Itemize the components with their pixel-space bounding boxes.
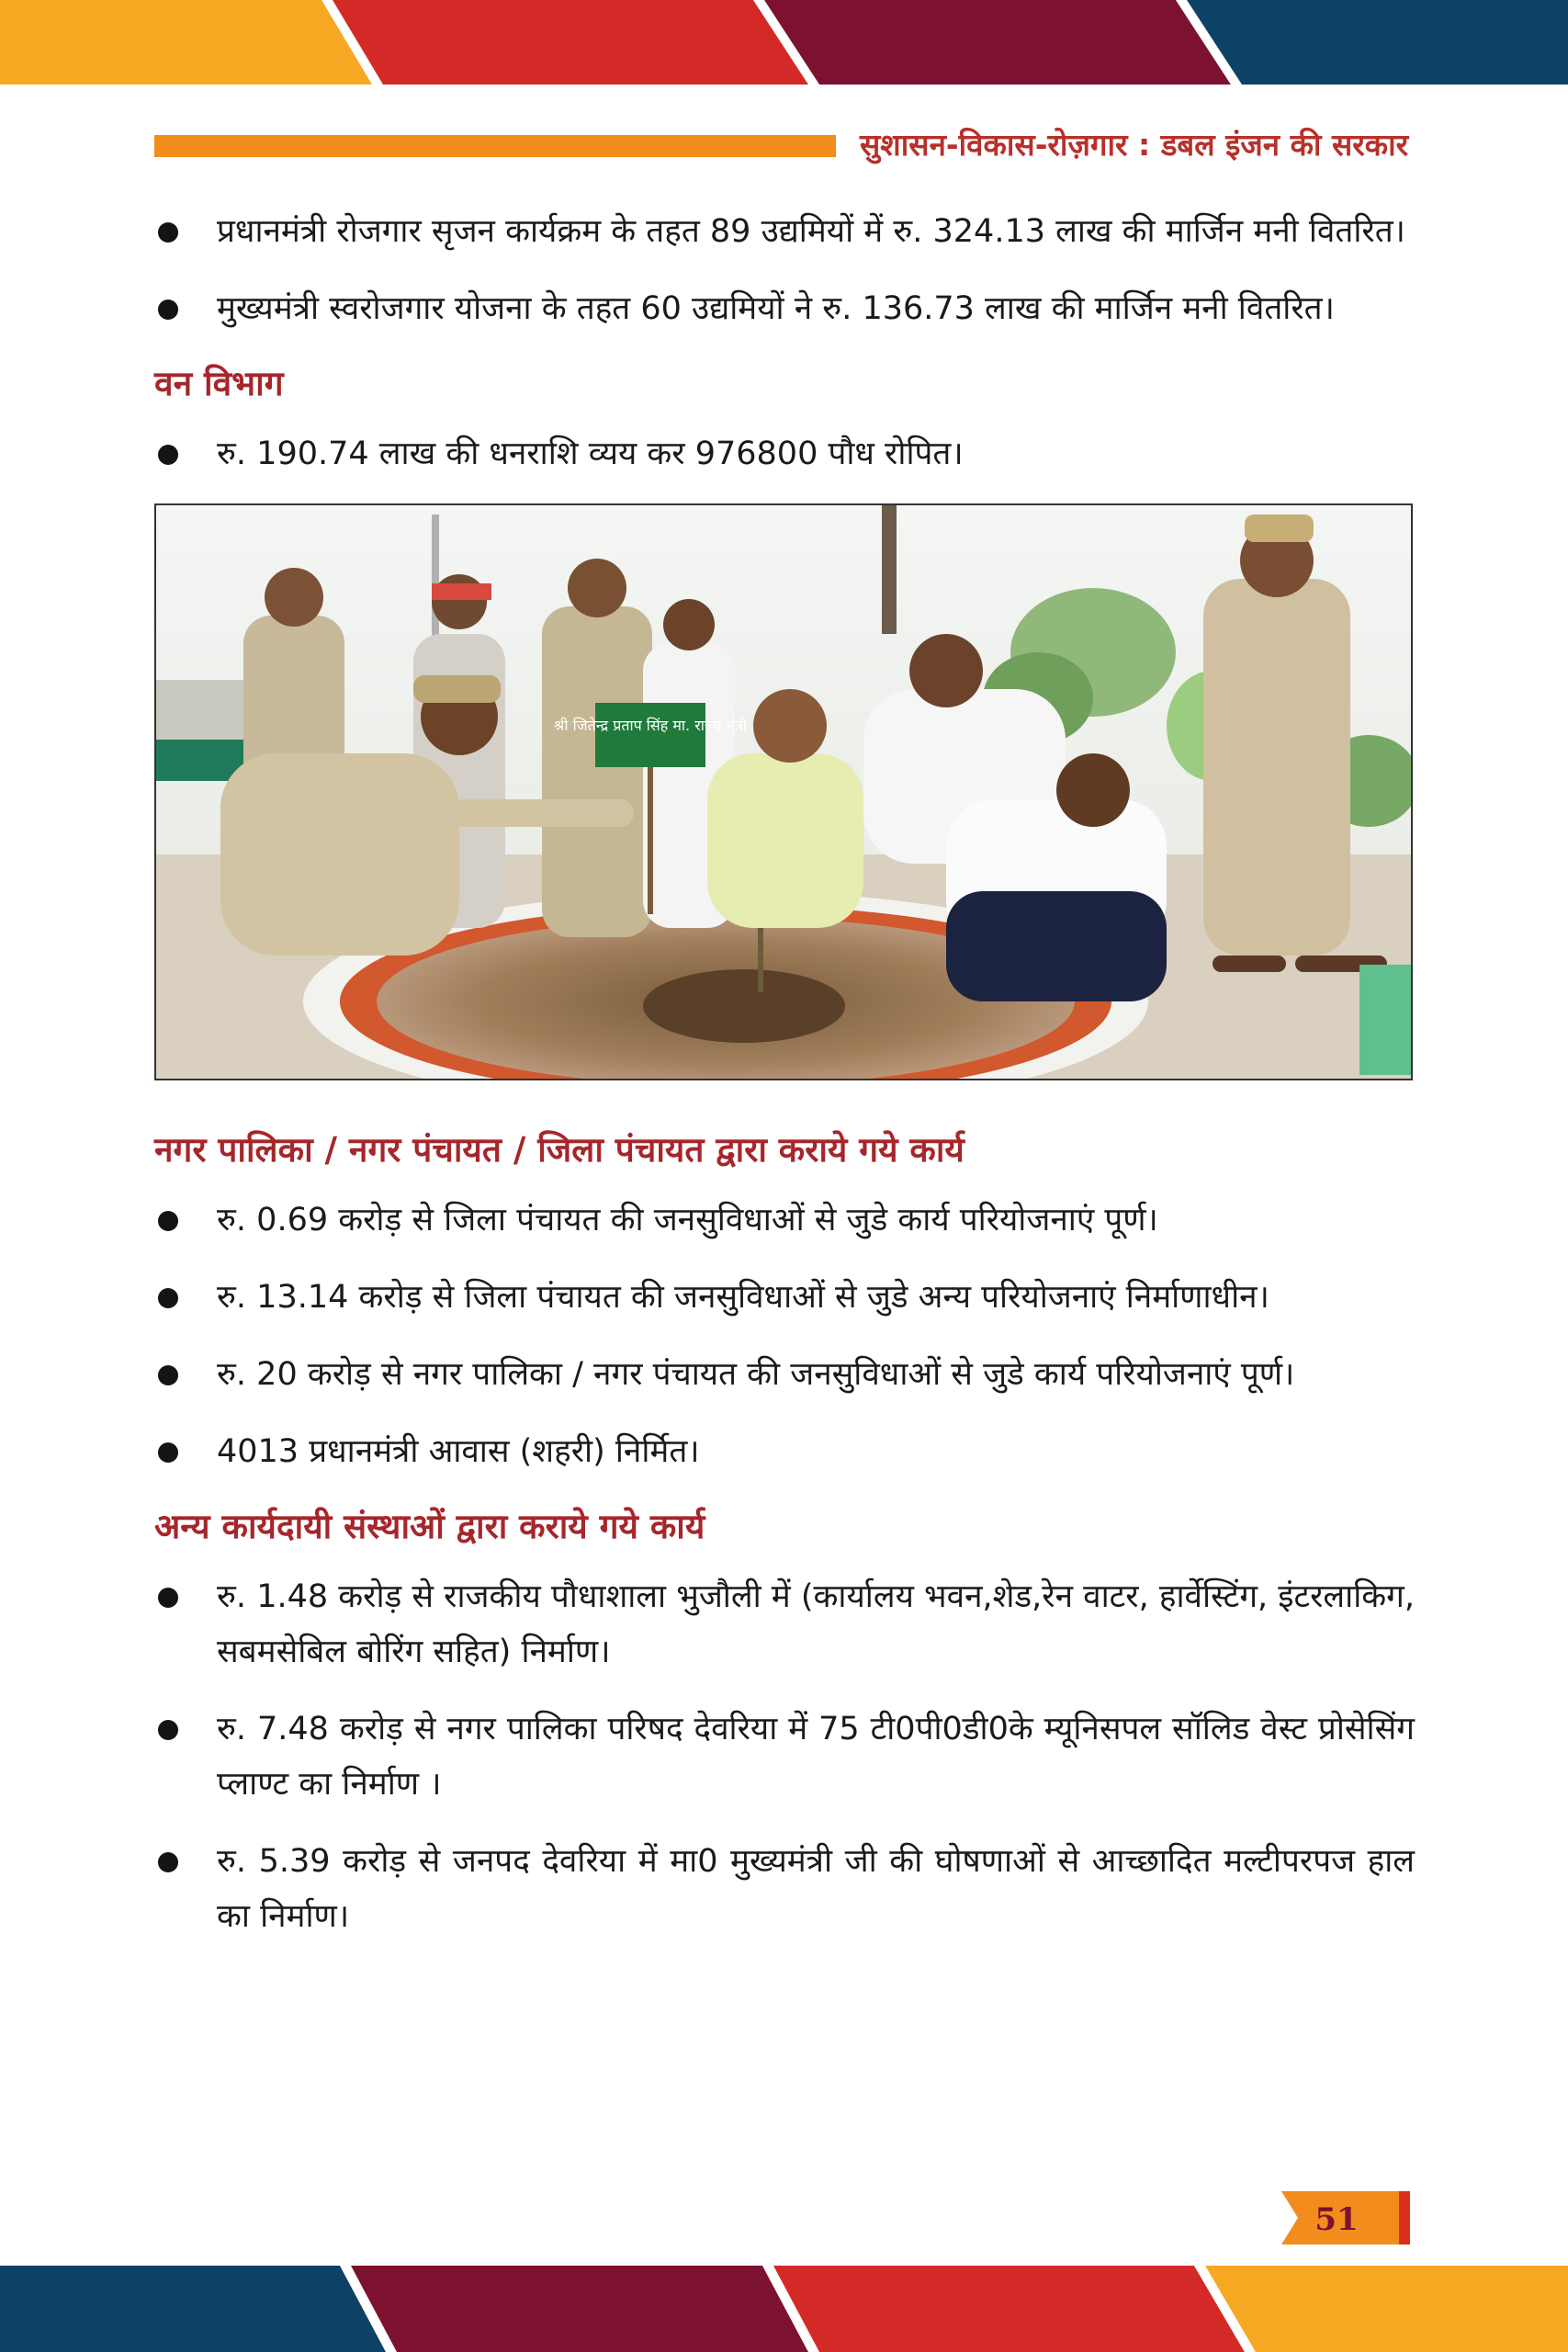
list-item: रु. 20 करोड़ से नगर पालिका / नगर पंचायत की जनसुविधाओं से जुडे कार्य परियोजनाएं पूर्ण।	[154, 1347, 1415, 1402]
bullet-icon	[158, 1288, 178, 1308]
bullet-icon	[158, 1720, 178, 1740]
list-item: रु. 13.14 करोड़ से जिला पंचायत की जनसुविधाओं से जुडे अन्य परियोजनाएं निर्माणाधीन।	[154, 1270, 1415, 1325]
bullet-icon	[158, 445, 178, 465]
section-heading-other: अन्य कार्यदायी संस्थाओं द्वारा कराये गये कार्य	[154, 1507, 705, 1546]
page-number: 51	[1314, 2201, 1359, 2238]
section-heading-municipal: नगर पालिका / नगर पंचायत / जिला पंचायत द्वारा कराये गये कार्य	[154, 1130, 964, 1170]
bullet-icon	[158, 1852, 178, 1872]
list-item: रु. 1.48 करोड़ से राजकीय पौधाशाला भुजौली में (कार्यालय भवन,शेड,रेन वाटर, हार्वेस्टिंग, इंटरलाकिग, सबमसेबिल बोरिंग सहित) निर्माण।	[154, 1569, 1415, 1679]
bullet-icon	[158, 1211, 178, 1231]
bullet-icon	[158, 1588, 178, 1608]
list-item: प्रधानमंत्री रोजगार सृजन कार्यक्रम के तहत 89 उद्यमियों में रु. 324.13 लाख की मार्जिन मनी वितरित।	[154, 204, 1415, 259]
bottom-color-band	[0, 2266, 1568, 2352]
page-number-tab	[1281, 2191, 1410, 2245]
list-item: 4013 प्रधानमंत्री आवास (शहरी) निर्मित।	[154, 1424, 1415, 1479]
list-item: रु. 5.39 करोड़ से जनपद देवरिया में मा0 मुख्यमंत्री जी की घोषणाओं से आच्छादित मल्टीपरपज हाल का निर्माण।	[154, 1834, 1415, 1944]
tree-planting-photo	[154, 503, 1413, 1080]
list-item: मुख्यमंत्री स्वरोजगार योजना के तहत 60 उद्यमियों ने रु. 136.73 लाख की मार्जिन मनी वितरित।	[154, 281, 1415, 336]
sign-text: श्री जितेन्द्र प्रताप सिंह मा. राज्य मंत्री	[554, 717, 747, 734]
bullet-icon	[158, 300, 178, 320]
header-title: सुशासन-विकास-रोज़गार : डबल इंजन की सरकार	[860, 127, 1409, 163]
bullet-icon	[158, 1442, 178, 1463]
list-item: रु. 7.48 करोड़ से नगर पालिका परिषद देवरिया में 75 टी0पी0डी0के म्यूनिसपल सॉलिड वेस्ट प्रोसेसिंग प्लाण्ट का निर्माण ।	[154, 1702, 1415, 1812]
list-item: रु. 0.69 करोड़ से जिला पंचायत की जनसुविधाओं से जुडे कार्य परियोजनाएं पूर्ण।	[154, 1193, 1415, 1248]
page-content	[154, 204, 1415, 1966]
bullet-icon	[158, 222, 178, 243]
top-color-band	[0, 0, 1568, 85]
header-rule	[154, 135, 836, 157]
section-heading-forest: वन विभाग	[154, 364, 284, 403]
list-item: रु. 190.74 लाख की धनराशि व्यय कर 976800 पौध रोपित।	[154, 426, 1415, 481]
photo-illustration	[156, 505, 1411, 1079]
bullet-icon	[158, 1365, 178, 1385]
